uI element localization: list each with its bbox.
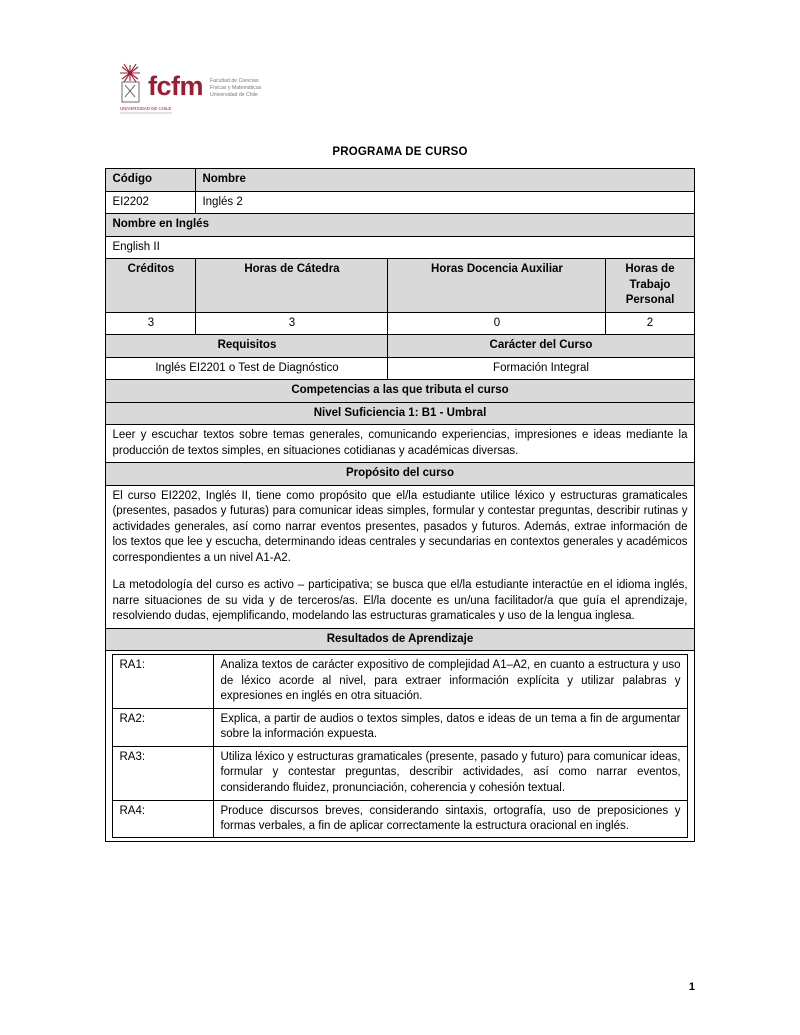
svg-text:Facultad de Ciencias: Facultad de Ciencias [210, 78, 259, 84]
caracter-header: Carácter del Curso [388, 335, 694, 358]
table-row [106, 380, 694, 403]
table-row [106, 236, 694, 259]
list-item [113, 800, 687, 837]
table-row [106, 214, 694, 237]
table-row [106, 485, 694, 628]
table-row [106, 357, 694, 380]
horas-docencia-header: Horas Docencia Auxiliar [388, 259, 606, 313]
page-number: 1 [688, 981, 695, 993]
table-row [106, 425, 694, 463]
nivel-text: Leer y escuchar textos sobre temas generales, comunicando experiencias, impresiones e ideas mediante la producción de textos simples, en situaciones cotidianas y académicas diversas. [106, 425, 694, 463]
fcfm-logo-icon [112, 62, 282, 124]
svg-text:UNIVERSIDAD DE CHILE: UNIVERSIDAD DE CHILE [120, 106, 172, 111]
list-item [113, 655, 687, 709]
nombre-value: Inglés 2 [196, 191, 694, 214]
table-row [106, 402, 694, 425]
horas-trabajo-value: 2 [606, 312, 694, 335]
table-row [106, 259, 694, 313]
ra-label: RA3: [113, 746, 214, 800]
list-item [113, 708, 687, 746]
proposito-paragraph-1: El curso EI2202, Inglés II, tiene como propósito que el/la estudiante utilice léxico y estructuras gramaticales (presentes, pasados y futuras) para comunicar ideas simples, formular y contestar preguntas, describir rutinas y actividades generales, así como narrar eventos presentes, pasados y futuros. Además, extrae información de los textos que lee y escucha, determinando ideas centrales y secundarias en contextos generales y académicos correspondientes a un nivel A1-A2. [112, 489, 688, 564]
ra-text: Explica, a partir de audios o textos simples, datos e ideas de un tema a fin de argumentar sobre la información expuesta. [214, 708, 687, 746]
svg-text:Universidad de Chile: Universidad de Chile [210, 92, 258, 98]
ra-label: RA1: [113, 655, 214, 709]
table-row [106, 335, 694, 358]
nivel-header: Nivel Suficiencia 1: B1 - Umbral [106, 402, 694, 425]
nombre-ingles-value: English II [106, 236, 694, 259]
requisitos-header: Requisitos [106, 335, 388, 358]
proposito-body [106, 485, 694, 628]
nombre-ingles-header: Nombre en Inglés [106, 214, 694, 237]
horas-docencia-value: 0 [388, 312, 606, 335]
codigo-header: Código [106, 169, 196, 192]
svg-text:Físicas y Matemáticas: Físicas y Matemáticas [210, 85, 262, 91]
page-title: PROGRAMA DE CURSO [332, 146, 468, 158]
ra-label: RA2: [113, 708, 214, 746]
codigo-value: EI2202 [106, 191, 196, 214]
horas-trabajo-header: Horas de Trabajo Personal [606, 259, 694, 313]
proposito-header: Propósito del curso [106, 463, 694, 486]
creditos-value: 3 [106, 312, 196, 335]
table-row [106, 191, 694, 214]
resultados-header: Resultados de Aprendizaje [106, 628, 694, 651]
ra-text: Utiliza léxico y estructuras gramaticales (presente, pasado y futuro) para comunicar ideas, formular y contestar preguntas, describir actividades, así como narrar eventos, considerando fluidez, pronunciación, coherencia y cohesión textual. [214, 746, 687, 800]
list-item [113, 746, 687, 800]
ra-label: RA4: [113, 800, 214, 837]
creditos-header: Créditos [106, 259, 196, 313]
table-row [106, 312, 694, 335]
table-row [106, 463, 694, 486]
course-program-table [105, 168, 694, 842]
proposito-paragraph-2: La metodología del curso es activo – participativa; se busca que el/la estudiante interactúe en el idioma inglés, narre situaciones de su vida y de terceros/as. El/la docente es un/una facilitador/a que guía el aprendizaje, resolviendo dudas, ejemplificando, modelando las estructuras gramaticales y uso de la lengua inglesa. [112, 579, 688, 623]
svg-text:fcfm: fcfm [148, 71, 204, 101]
competencias-header: Competencias a las que tributa el curso [106, 380, 694, 403]
caracter-value: Formación Integral [388, 357, 694, 380]
horas-catedra-value: 3 [196, 312, 388, 335]
ra-text: Analiza textos de carácter expositivo de complejidad A1–A2, en cuanto a estructura y uso de léxico acorde al nivel, para extraer información explícita y utilizar palabras y expresiones en inglés en otra situación. [214, 655, 687, 709]
table-row [106, 651, 694, 841]
nombre-header: Nombre [196, 169, 694, 192]
table-row [106, 628, 694, 651]
institution-logo [112, 62, 282, 122]
horas-catedra-header: Horas de Cátedra [196, 259, 388, 313]
table-row [106, 169, 694, 192]
ra-text: Produce discursos breves, considerando sintaxis, ortografía, uso de preposiciones y formas verbales, a fin de aplicar correctamente la estructura oracional en inglés. [214, 800, 687, 837]
requisitos-value: Inglés EI2201 o Test de Diagnóstico [106, 357, 388, 380]
resultados-body [106, 651, 694, 841]
learning-outcomes-list [112, 654, 687, 837]
